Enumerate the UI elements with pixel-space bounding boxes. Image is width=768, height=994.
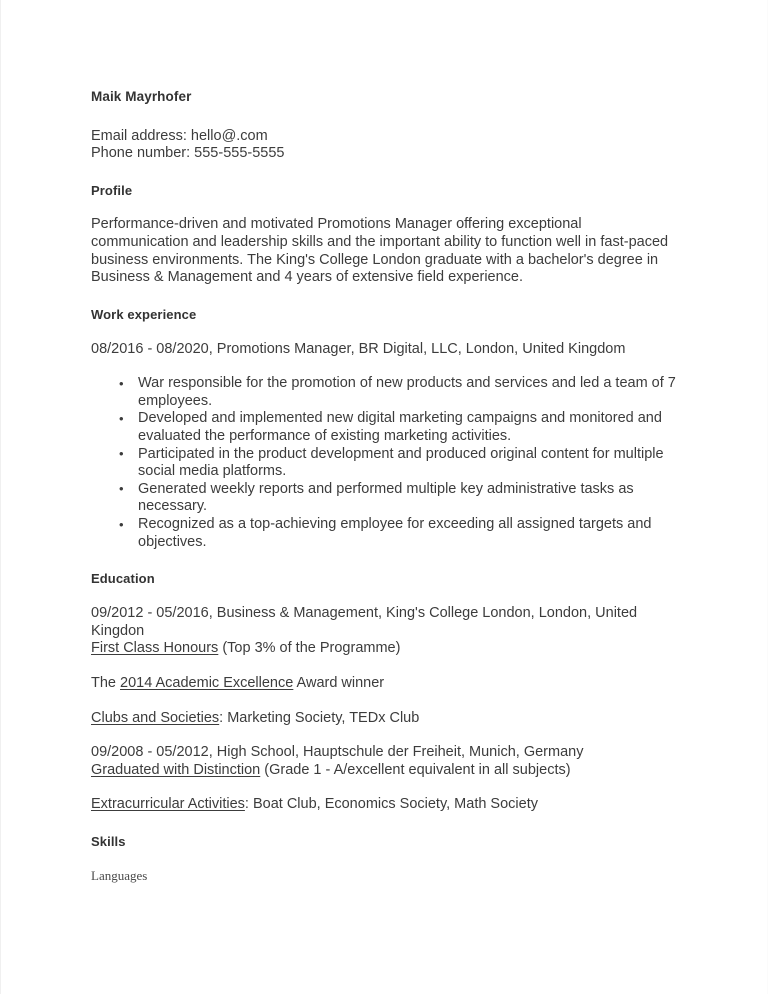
award-underlined: 2014 Academic Excellence [120,674,294,691]
education-award-line [91,675,677,693]
section-heading-profile: Profile [91,182,133,198]
list-item: • War responsible for the promotion of new products and services and led a team of 7 employees. [91,375,677,410]
university-honours-rest: (Top 3% of the Programme) [218,640,401,657]
education-high-school-entry [91,744,677,779]
extracurricular-rest: : Boat Club, Economics Society, Math Society [244,796,538,813]
award-suffix: Award winner [293,674,385,691]
spacer [91,727,677,744]
high-school-distinction-underlined: Graduated with Distinction [91,761,261,778]
university-honours-underlined: First Class Honours [91,640,219,657]
profile-summary: Performance-driven and motivated Promotions Manager offering exceptional communication and leadership skills and the important ability to function well in fast-paced business environments. The King's College London graduate with a bachelor's degree in Business & Management and 4 years of extensive field experience. [91,216,669,286]
clubs-label-underlined: Clubs and Societies [91,709,220,726]
education-extracurricular-line [91,796,677,814]
work-entry-line: 08/2016 - 08/2020, Promotions Manager, BR Digital, LLC, London, United Kingdom [91,340,626,357]
spacer [91,658,677,675]
education-university-entry [91,605,677,658]
section-heading-education: Education [91,571,155,587]
spacer [91,199,677,216]
spacer [91,693,677,710]
high-school-distinction-rest: (Grade 1 - A/excellent equivalent in all subjects) [260,761,571,778]
candidate-name: Maik Mayrhofer [91,89,192,104]
clubs-rest: : Marketing Society, TEDx Club [219,709,420,726]
skills-languages-label: Languages [91,867,148,883]
work-experience-bullet-list [91,375,677,551]
email-line: Email address: hello@.com [91,127,268,144]
resume-content [91,88,677,884]
education-clubs-line [91,710,677,728]
list-item: • Developed and implemented new digital marketing campaigns and monitored and evaluated the performance of existing marketing activities. [91,410,677,445]
spacer [91,551,677,571]
list-item: • Participated in the product development and produced original content for multiple social media platforms. [91,446,677,481]
spacer [91,814,677,834]
spacer [91,779,677,796]
section-heading-work-experience: Work experience [91,306,197,322]
award-prefix: The [91,674,121,691]
spacer [91,163,677,183]
spacer [91,287,677,307]
list-item: • Recognized as a top-achieving employee for exceeding all assigned targets and objectives. [91,516,677,551]
high-school-entry-line: 09/2008 - 05/2012, High School, Hauptschule der Freiheit, Munich, Germany [91,744,584,761]
spacer [91,851,677,868]
spacer [91,358,677,375]
university-entry-line: 09/2012 - 05/2016, Business & Management, King's College London, London, United Kingdon [91,605,638,639]
section-heading-skills: Skills [91,833,126,849]
contact-block [91,128,677,163]
spacer [91,324,677,341]
phone-line: Phone number: 555-555-5555 [91,145,285,162]
list-item: • Generated weekly reports and performed multiple key administrative tasks as necessary. [91,481,677,516]
extracurricular-label-underlined: Extracurricular Activities [91,796,245,813]
spacer [91,588,677,605]
